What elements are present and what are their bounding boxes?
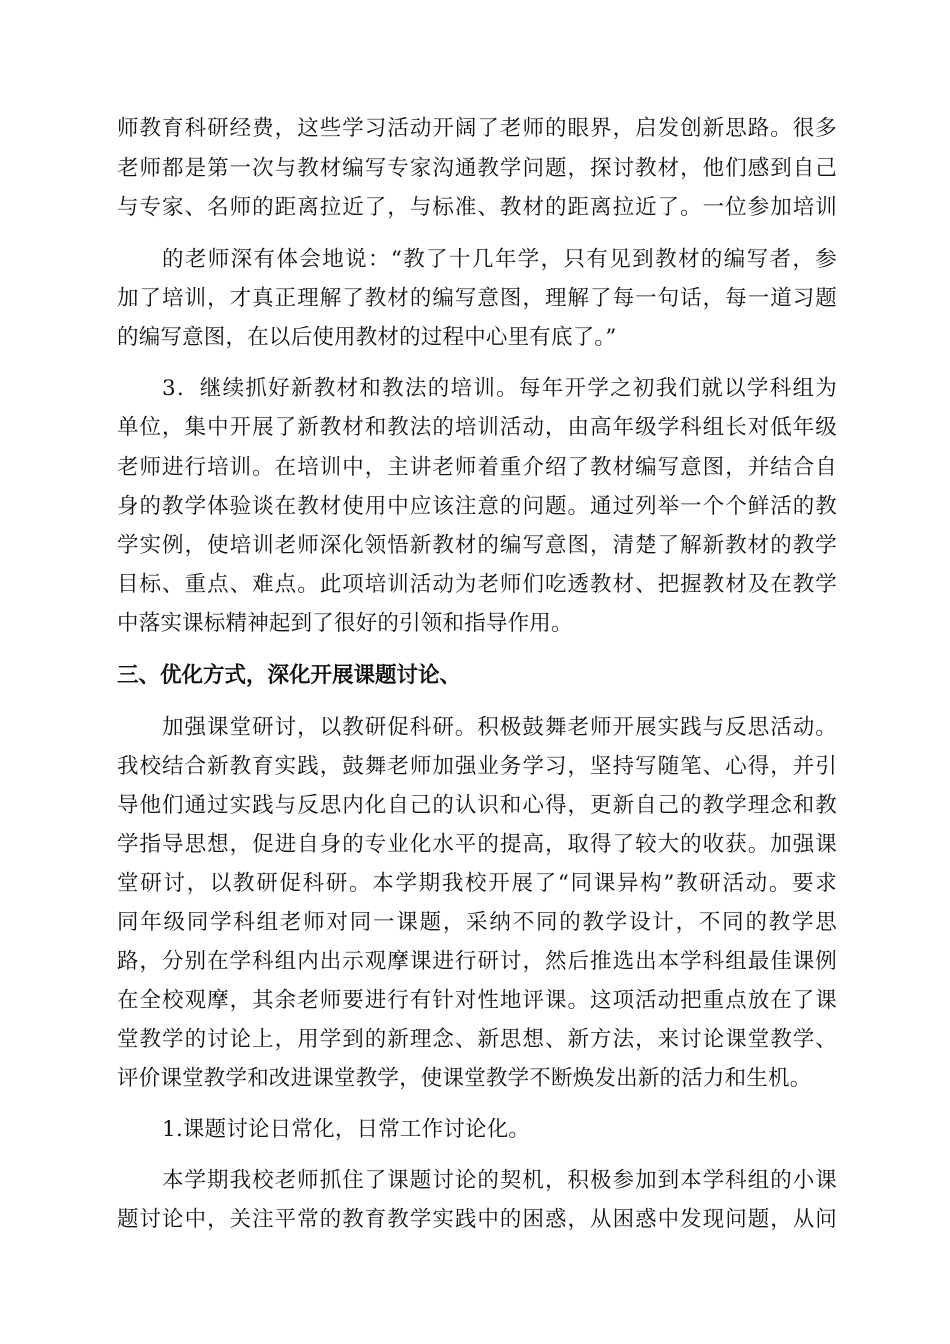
text-line: 加强课堂研讨，以教研促科研。积极鼓舞老师开展实践与反思活动。 xyxy=(162,715,837,740)
text-line: 学实例，使培训老师深化领悟新教材的编写意图，清楚了解新教材的教学 xyxy=(117,533,837,558)
text-line: 单位，集中开展了新教材和教法的培训活动，由高年级学科组长对低年级 xyxy=(117,415,837,440)
text-line: 堂研讨，以教研促科研。本学期我校开展了“同课异构”教研活动。要求 xyxy=(117,871,837,896)
text-line: 同年级同学科组老师对同一课题，采纳不同的教学设计，不同的教学思 xyxy=(117,910,837,935)
text-line: 3．继续抓好新教材和教法的培训。每年开学之初我们就以学科组为 xyxy=(162,376,837,401)
text-line: 的老师深有体会地说：“教了十几年学，只有见到教材的编写者，参 xyxy=(162,247,837,272)
section-heading: 三、优化方式，深化开展课题讨论、 xyxy=(117,663,462,688)
text-line: 学指导思想，促进自身的专业化水平的提高，取得了较大的收获。加强课 xyxy=(117,832,837,857)
text-line: 在全校观摩，其余老师要进行有针对性地评课。这项活动把重点放在了课 xyxy=(117,988,837,1013)
text-line: 目标、重点、难点。此项培训活动为老师们吃透教材、把握教材及在教学 xyxy=(117,572,837,597)
text-line: 身的教学体验谈在教材使用中应该注意的问题。通过列举一个个鲜活的教 xyxy=(117,494,837,519)
text-line: 师教育科研经费，这些学习活动开阔了老师的眼界，启发创新思路。很多 xyxy=(117,116,837,141)
text-line: 路，分别在学科组内出示观摩课进行研讨，然后推选出本学科组最佳课例 xyxy=(117,949,837,974)
text-line: 老师都是第一次与教材编写专家沟通教学问题，探讨教材，他们感到自己 xyxy=(117,156,837,181)
text-line: 导他们通过实践与反思内化自己的认识和心得，更新自己的教学理念和教 xyxy=(117,793,837,818)
text-line: 的编写意图，在以后使用教材的过程中心里有底了。” xyxy=(117,325,617,350)
text-line: 与专家、名师的距离拉近了，与标准、教材的距离拉近了。一位参加培训 xyxy=(117,195,837,220)
subheading: 1.课题讨论日常化，日常工作讨论化。 xyxy=(162,1117,531,1142)
text-line: 本学期我校老师抓住了课题讨论的契机，积极参加到本学科组的小课 xyxy=(162,1168,837,1193)
text-line: 题讨论中，关注平常的教育教学实践中的困惑，从困惑中发现问题，从问 xyxy=(117,1207,837,1232)
text-line: 评价课堂教学和改进课堂教学，使课堂教学不断焕发出新的活力和生机。 xyxy=(117,1066,812,1091)
text-line: 堂教学的讨论上，用学到的新理念、新思想、新方法，来讨论课堂教学、 xyxy=(117,1027,837,1052)
text-line: 中落实课标精神起到了很好的引领和指导作用。 xyxy=(117,611,573,636)
text-line: 加了培训，才真正理解了教材的编写意图，理解了每一句话，每一道习题 xyxy=(117,286,837,311)
text-line: 老师进行培训。在培训中，主讲老师着重介绍了教材编写意图，并结合自 xyxy=(117,455,837,480)
text-line: 我校结合新教育实践，鼓舞老师加强业务学习，坚持写随笔、心得，并引 xyxy=(117,754,837,779)
